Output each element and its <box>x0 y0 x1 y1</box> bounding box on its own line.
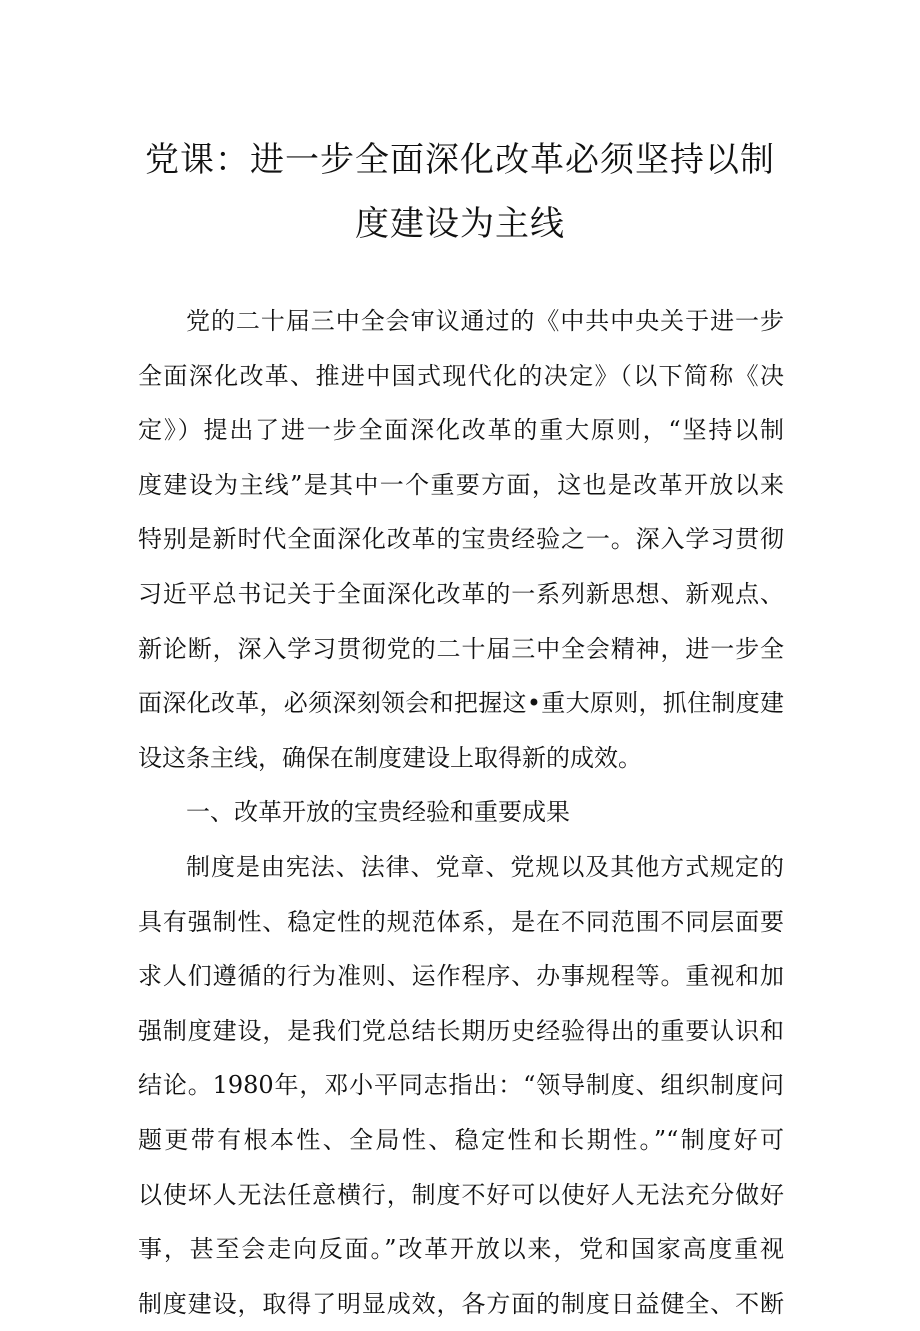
section-heading: 一、改革开放的宝贵经验和重要成果 <box>186 798 570 827</box>
title-line-1: 党课：进一步全面深化改革必须坚持以制 <box>145 140 775 180</box>
paragraph-1-line-3: 定》）提出了进一步全面深化改革的重大原则，“坚持以制 <box>138 416 784 445</box>
paragraph-2-line-5: 结论。1980年，邓小平同志指出：“领导制度、组织制度问 <box>138 1071 784 1100</box>
paragraph-1-line-1: 党的二十届三中全会审议通过的《中共中央关于进一步 <box>186 307 784 335</box>
paragraph-2-line-4: 强制度建设，是我们党总结长期历史经验得出的重要认识和 <box>138 1016 784 1045</box>
paragraph-1-line-9: 设这条主线，确保在制度建设上取得新的成效。 <box>138 743 642 772</box>
title-line-2: 度建设为主线 <box>355 204 565 244</box>
paragraph-1-line-4: 度建设为主线”是其中一个重要方面，这也是改革开放以来 <box>138 470 784 499</box>
paragraph-1-line-7: 新论断，深入学习贯彻党的二十届三中全会精神，进一步全 <box>138 634 784 663</box>
document-title <box>120 128 800 256</box>
paragraph-2-line-2: 具有强制性、稳定性的规范体系，是在不同范围不同层面要 <box>138 907 784 936</box>
paragraph-2-line-8: 事，甚至会走向反面。”改革开放以来，党和国家高度重视 <box>138 1235 784 1264</box>
paragraph-2-line-1: 制度是由宪法、法律、党章、党规以及其他方式规定的 <box>186 852 784 881</box>
paragraph-1-line-8: 面深化改革，必须深刻领会和把握这•重大原则，抓住制度建 <box>138 689 784 718</box>
paragraph-2-line-9: 制度建设，取得了明显成效，各方面的制度日益健全、不断 <box>138 1289 784 1318</box>
paragraph-1-line-6: 习近平总书记关于全面深化改革的一系列新思想、新观点、 <box>138 579 784 608</box>
paragraph-2-line-3: 求人们遵循的行为准则、运作程序、办事规程等。重视和加 <box>138 962 784 991</box>
paragraph-1-line-2: 全面深化改革、推进中国式现代化的决定》（以下简称《决 <box>138 361 784 390</box>
paragraph-2-line-7: 以使坏人无法任意横行，制度不好可以使好人无法充分做好 <box>138 1180 784 1209</box>
paragraph-1-line-5: 特别是新时代全面深化改革的宝贵经验之一。深入学习贯彻 <box>138 525 784 554</box>
paragraph-2-line-6: 题更带有根本性、全局性、稳定性和长期性。”“制度好可 <box>138 1125 784 1154</box>
document-body <box>138 294 784 1331</box>
